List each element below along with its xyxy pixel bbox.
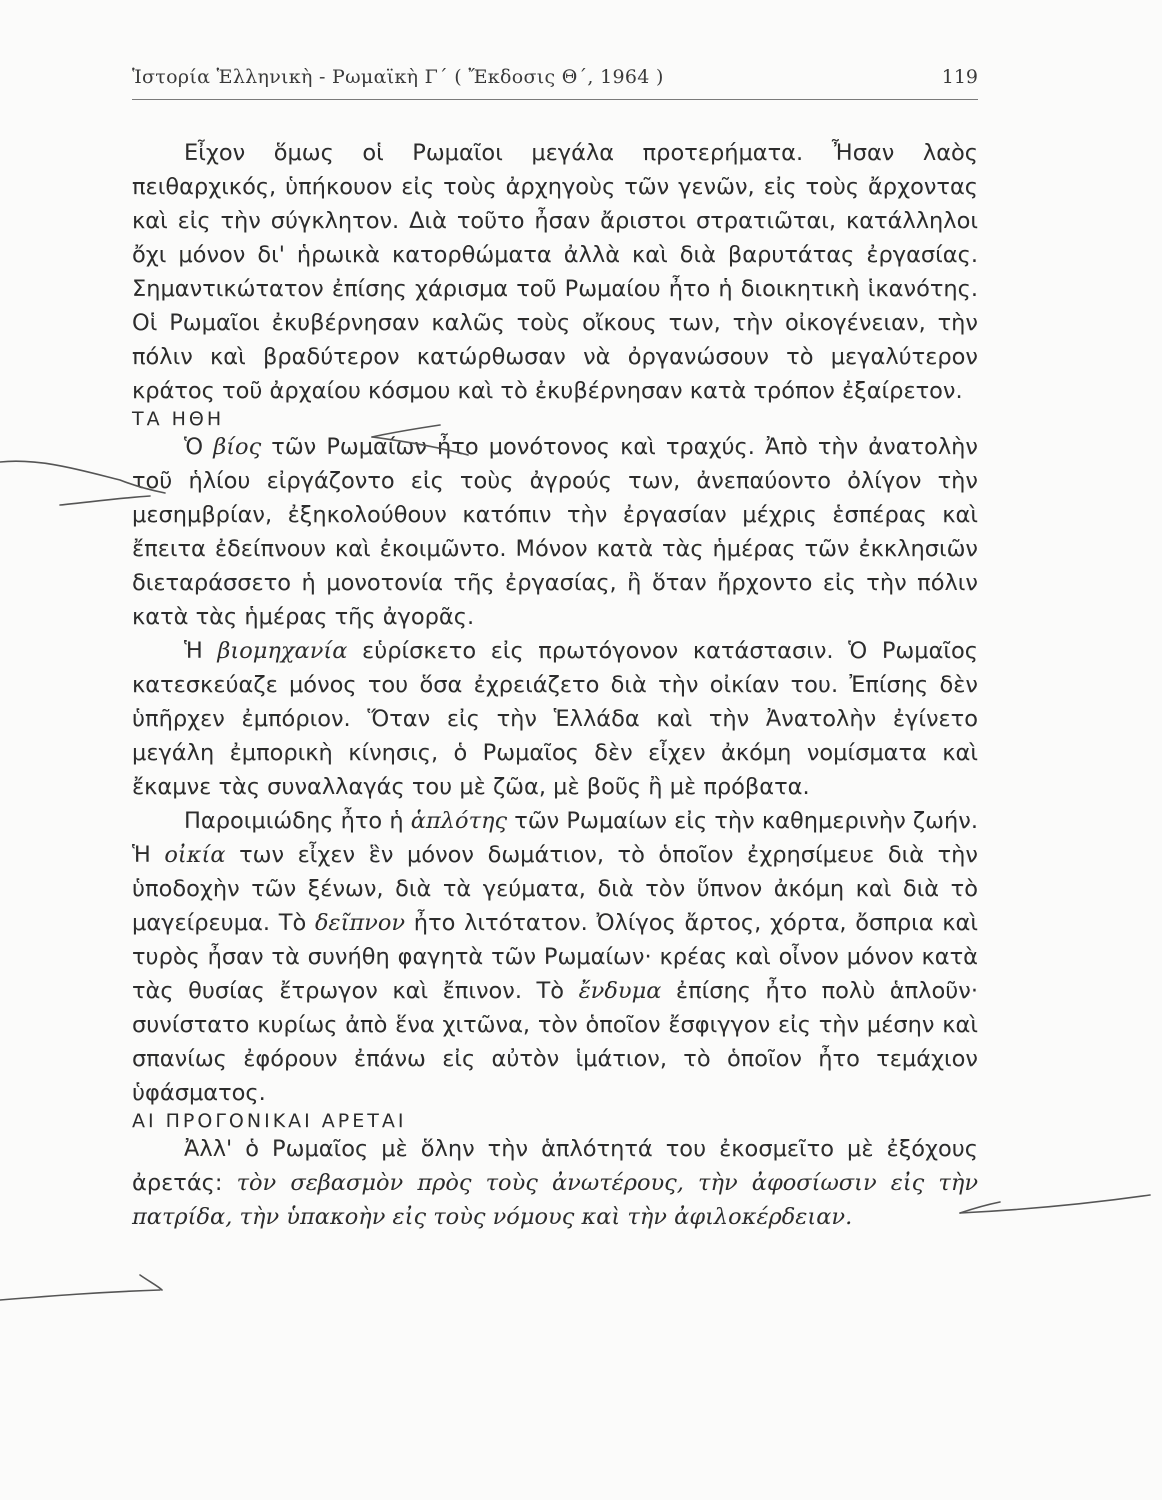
emphasis-term: οἰκία <box>164 842 226 868</box>
header-rule <box>132 99 978 100</box>
paragraph-aretai <box>132 1132 978 1234</box>
emphasis-term: βίος <box>213 434 262 460</box>
paragraph-bios <box>132 430 978 634</box>
page-number: 119 <box>941 66 978 88</box>
emphasis-term: ἔνδυμα <box>578 978 662 1004</box>
page-body <box>132 136 978 1234</box>
paragraph-text: ἐπίσης ἦτο πολὺ ἁπλοῦν· συνίστατο κυρίως ἀπὸ ἕνα χιτῶνα, τὸν ὁποῖον ἔσφιγγον εἰς τὴν μέσην καὶ σπανίως ἐφόρουν ἐπάνω εἰς αὐτὸν ἱμάτιον, τὸ ὁποῖον ἦτο τεμάχιον ὑφάσματος. <box>132 978 979 1106</box>
paragraph-text: Παροιμιώδης ἦτο ἡ <box>184 808 411 834</box>
paragraph-text: τῶν Ρωμαίων ἦτο μονότονος καὶ τραχύς. Ἀπὸ τὴν ἀνατολὴν τοῦ ἡλίου εἰργάζοντο εἰς τοὺς ἀγρούς των, ἀνεπαύοντο ὀλίγον τὴν μεσημβρίαν, ἐξηκολούθουν κατόπιν τὴν ἐργασίαν μέχρις ἑσπέρας καὶ ἔπειτα ἐδείπνουν καὶ ἐκοιμῶντο. Μόνον κατὰ τὰς ἡμέρας τῶν ἐκκλησιῶν διεταράσσετο ἡ μονοτονία τῆς ἐργασίας, ἢ ὅταν ἤρχοντο εἰς τὴν πόλιν κατὰ τὰς ἡμέρας τῆς ἀγορᾶς. <box>132 434 978 630</box>
paragraph-text: εὑρίσκετο εἰς πρωτόγονον κατάστασιν. Ὁ Ρωμαῖος κατεσκεύαζε μόνος του ὅσα ἐχρειάζετο διὰ τὴν οἰκίαν του. Ἐπίσης δὲν ὑπῆρχεν ἐμπόριον. Ὅταν εἰς τὴν Ἑλλάδα καὶ τὴν Ἀνατολὴν ἐγίνετο μεγάλη ἐμπορικὴ κίνησις, ὁ Ρωμαῖος δὲν εἶχεν ἀκόμη νομίσματα καὶ ἔκαμνε τὰς συναλλαγάς του μὲ ζῶα, μὲ βοῦς ἢ μὲ πρόβατα. <box>132 638 978 800</box>
pencil-underline-mark <box>0 1290 160 1300</box>
paragraph-text: ἦτο λιτότατον. Ὀλίγος ἄρτος, χόρτα, ὄσπρια καὶ τυρὸς ἦσαν τὰ συνήθη φαγητὰ τῶν Ρωμαίων· κρέας καὶ οἶνον μόνον κατὰ τὰς θυσίας ἔτρωγον καὶ ἔπινον. Τὸ <box>132 910 978 1004</box>
paragraph-aplotis <box>132 804 978 1110</box>
paragraph-viomichania <box>132 634 978 804</box>
paragraph-text: Ὁ <box>184 434 214 460</box>
emphasis-term: βιομηχανία <box>217 638 348 664</box>
intro-paragraph: Εἶχον ὅμως οἱ Ρωμαῖοι μεγάλα προτερήματα. Ἦσαν λαὸς πειθαρχικός, ὑπήκουον εἰς τοὺς ἀρχηγοὺς τῶν γενῶν, εἰς τοὺς ἄρχοντας καὶ εἰς τὴν σύγκλητον. Διὰ τοῦτο ἦσαν ἄριστοι στρατιῶται, κατάλληλοι ὄχι μόνον δι' ἡρωικὰ κατορθώματα ἀλλὰ καὶ διὰ βαρυτάτας ἐργασίας. Σημαντικώτατον ἐπίσης χάρισμα τοῦ Ρωμαίου ἦτο ἡ διοικητικὴ ἱκανότης. Οἱ Ρωμαῖοι ἐκυβέρνησαν καλῶς τοὺς οἴκους των, τὴν οἰκογένειαν, τὴν πόλιν καὶ βραδύτερον κατώρθωσαν νὰ ὀργανώσουν τὸ μεγαλύτερον κράτος τοῦ ἀρχαίου κόσμου καὶ τὸ ἐκυβέρνησαν κατὰ τρόπον ἐξαίρετον. <box>132 140 978 404</box>
paragraph-text: των εἶχεν ἓν μόνον δωμάτιον, τὸ ὁποῖον ἐχρησίμευε διὰ τὴν ὑποδοχὴν τῶν ξένων, διὰ τὰ γεύματα, διὰ τὸν ὕπνον ἀκόμη καὶ διὰ τὸ μαγείρευμα. Τὸ <box>132 842 978 936</box>
paragraph-text: Ἀλλ' ὁ Ρωμαῖος μὲ ὅλην τὴν ἁπλότητά του ἐκοσμεῖτο μὲ ἐξόχους ἀρετάς: <box>132 1136 978 1196</box>
emphasis-term: δεῖπνον <box>314 910 406 936</box>
section-heading-ethe: ΤΑ ΗΘΗ <box>132 408 225 430</box>
page-header <box>132 66 978 98</box>
paragraph-text: Ἡ <box>184 638 218 664</box>
emphasis-list: τὸν σεβασμὸν πρὸς τοὺς ἀνωτέρους, τὴν ἀφοσίωσιν εἰς τὴν πατρίδα, τὴν ὑπακοὴν εἰς τοὺς νόμους καὶ τὴν ἀφιλοκέρδειαν. <box>132 1170 978 1230</box>
running-title: Ἱστορία Ἑλληνικὴ - Ρωμαϊκὴ Γ΄ ( Ἔκδοσις Θ΄, 1964 ) <box>132 66 664 88</box>
section-heading-aretai: ΑΙ ΠΡΟΓΟΝΙΚΑΙ ΑΡΕΤΑΙ <box>132 1110 407 1132</box>
pencil-underline-mark <box>140 1275 162 1290</box>
emphasis-term: ἁπλότης <box>410 808 508 834</box>
pencil-arrow-mark <box>960 1195 1150 1213</box>
paragraph-text: τῶν Ρωμαίων εἰς τὴν καθημερινὴν ζωήν. Ἡ <box>132 808 978 868</box>
